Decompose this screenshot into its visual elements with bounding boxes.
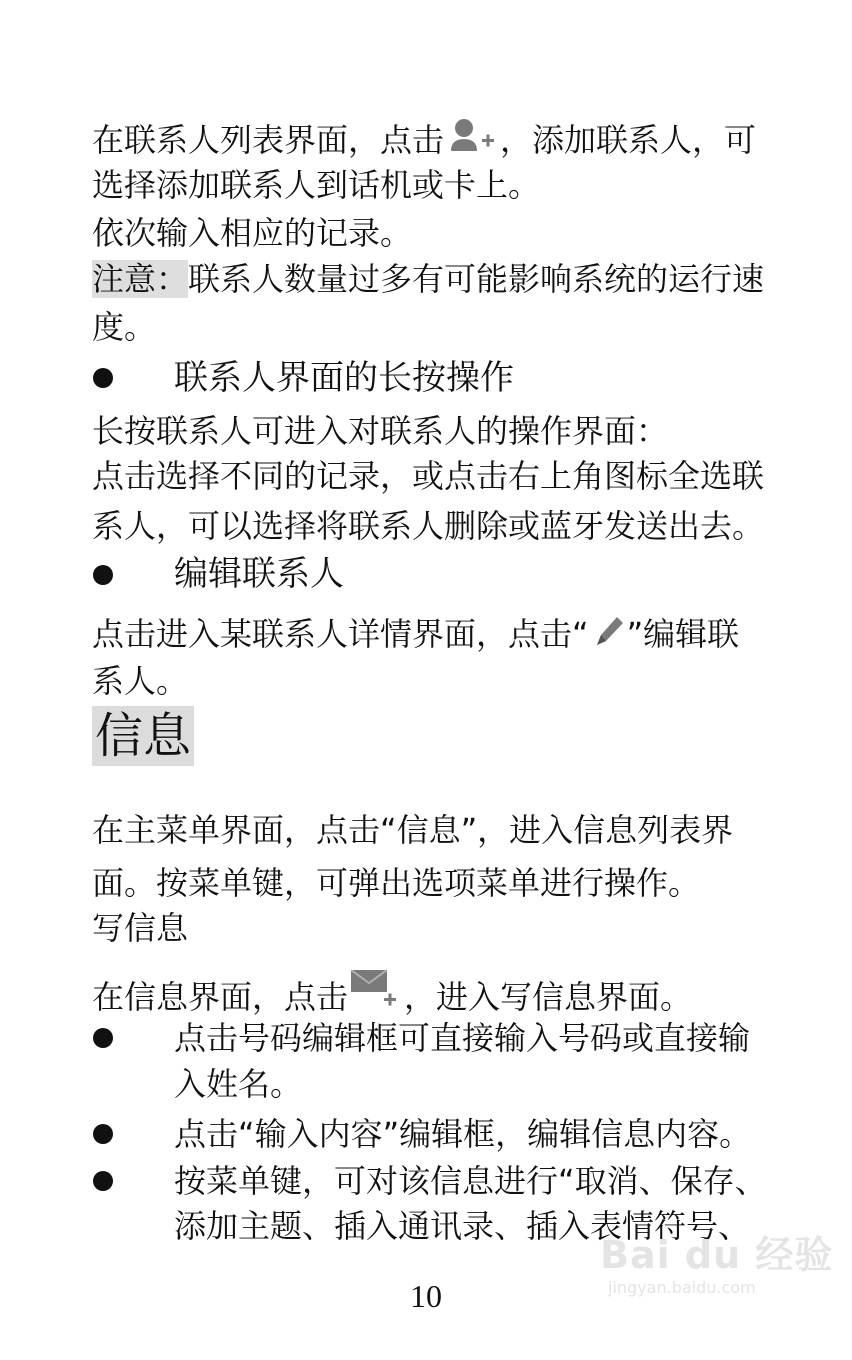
edit-line1 [92, 611, 739, 660]
edit-text-a: 点击进入某联系人详情界面，点击“ [92, 615, 589, 653]
bullet2-line1: 点击“输入内容”编辑框，编辑信息内容。 [174, 1115, 752, 1153]
bullet-dot [93, 1028, 113, 1048]
bullet-dot [93, 1171, 113, 1191]
messages-subheading: 写信息 [92, 909, 189, 947]
longpress-line3: 系人，可以选择将联系人删除或蓝牙发送出去。 [92, 507, 765, 545]
edit-line2: 系人。 [92, 662, 189, 700]
add-contact-icon [446, 117, 498, 166]
new-message-icon [350, 970, 402, 1023]
note-line1 [92, 259, 764, 299]
messages-heading: 信息 [92, 706, 194, 766]
page-number: 10 [410, 1278, 442, 1314]
longpress-heading: 联系人界面的长按操作 [174, 358, 514, 398]
bullet3-line1: 按菜单键，可对该信息进行“取消、保存、 [174, 1162, 767, 1200]
note-text: 联系人数量过多有可能影响系统的运行速 [188, 260, 765, 298]
bullet-dot [93, 565, 113, 585]
bullet1-line1: 点击号码编辑框可直接输入号码或直接输 [174, 1019, 751, 1057]
edit-text-b: ”编辑联 [626, 615, 740, 653]
pencil-icon [591, 611, 625, 660]
watermark-url: jingyan.baidu.com [608, 1278, 756, 1297]
messages-line1: 在主菜单界面，点击“信息”，进入信息列表界 [92, 811, 734, 849]
note-line2: 度。 [92, 308, 157, 346]
para2-line: 依次输入相应的记录。 [92, 214, 413, 252]
bullet-dot [93, 368, 113, 388]
para1-line2: 选择添加联系人到话机或卡上。 [92, 166, 541, 204]
para1-text-b: ，添加联系人，可 [500, 121, 757, 159]
note-label: 注意： [92, 260, 189, 298]
para1-line1 [92, 117, 756, 166]
edit-heading: 编辑联系人 [174, 554, 344, 594]
messages-line3 [92, 970, 692, 1023]
longpress-line1: 长按联系人可进入对联系人的操作界面： [92, 412, 669, 450]
messages-text-a: 在信息界面，点击 [92, 978, 349, 1016]
watermark-logo-text: Bai du 经验 [600, 1233, 834, 1277]
bullet3-line2: 添加主题、插入通讯录、插入表情符号、 [174, 1207, 751, 1245]
bullet-dot [93, 1124, 113, 1144]
bullet1-line2: 入姓名。 [174, 1065, 303, 1103]
longpress-line2: 点击选择不同的记录，或点击右上角图标全选联 [92, 457, 765, 495]
messages-line2: 面。按菜单键，可弹出选项菜单进行操作。 [92, 864, 701, 902]
para1-text-a: 在联系人列表界面，点击 [92, 121, 445, 159]
messages-text-b: ，进入写信息界面。 [404, 978, 693, 1016]
